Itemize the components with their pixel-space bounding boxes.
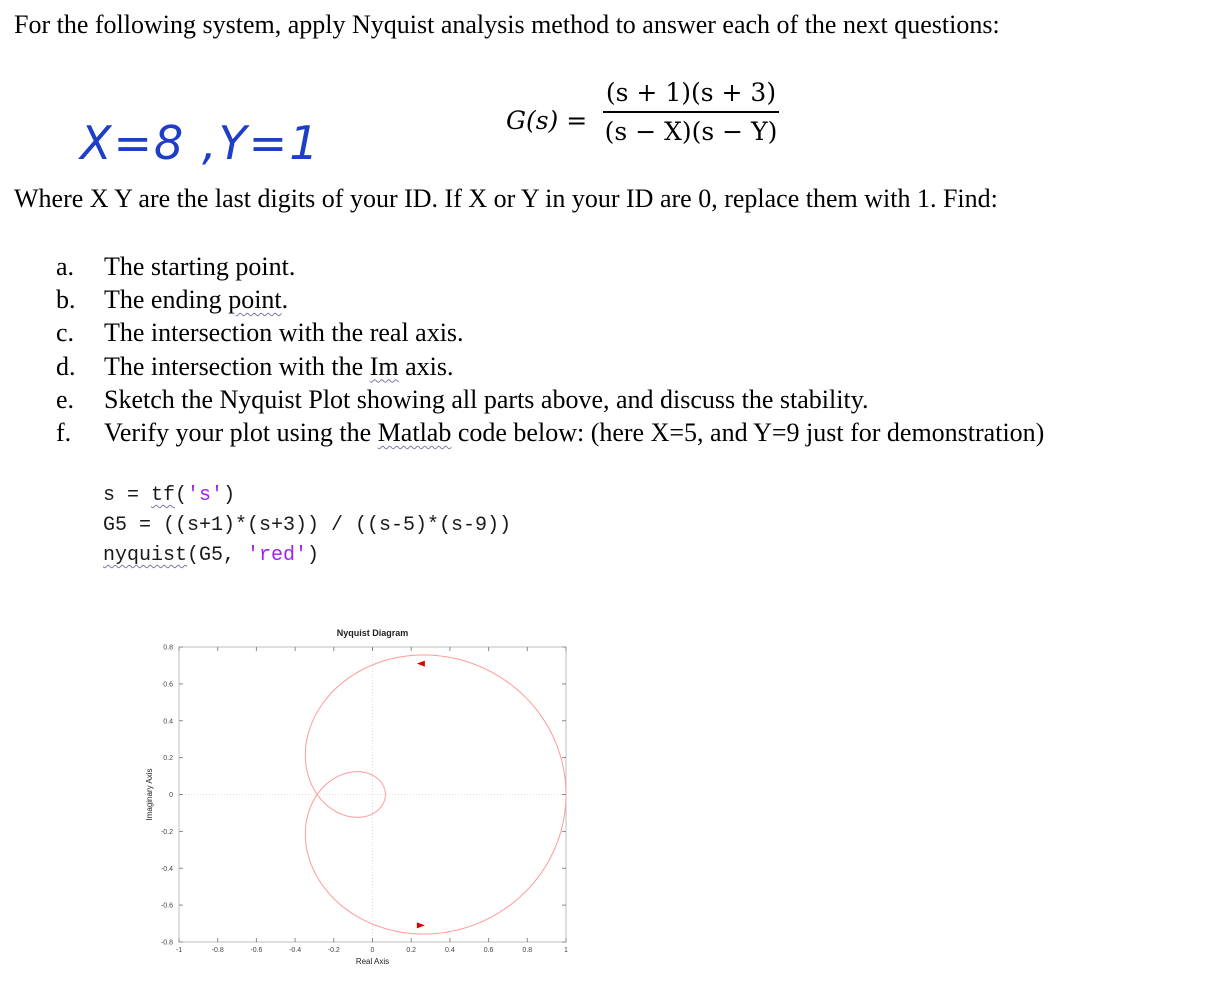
intro-text: For the following system, apply Nyquist analysis method to answer each of the next questions: [14, 10, 1000, 39]
x-tick-label: -0.6 [250, 947, 263, 954]
y-axis-label: Imaginary Axis [145, 768, 154, 821]
chart-title: Nyquist Diagram [336, 628, 409, 638]
question-text-part: Verify your plot using the [104, 418, 378, 448]
question-label: d. [56, 351, 76, 381]
spellcheck-marked-word: Im [369, 351, 399, 381]
x-tick-label: 0.2 [406, 947, 417, 954]
x-tick-label: 1 [564, 947, 568, 954]
x-axis-label: Real Axis [355, 957, 390, 966]
question-text: The starting point. [104, 252, 296, 281]
y-tick-label: 0.8 [163, 644, 173, 652]
x-tick-label: -0.8 [211, 947, 224, 954]
x-tick-label: 0.4 [445, 947, 455, 954]
x-tick-label: 0.6 [483, 947, 494, 954]
code-token: ) [307, 544, 320, 567]
question-label: b. [56, 285, 76, 315]
where-text: Where X Y are the last digits of your ID. If X or Y in your ID are 0, replace them with 1. Find: [14, 184, 998, 213]
x-tick-label: 0 [370, 947, 375, 954]
x-tick-label: -0.4 [289, 947, 302, 954]
y-tick-label: -0.2 [160, 828, 173, 836]
question-text: The intersection with the real axis. [104, 318, 464, 348]
code-string: 's' [187, 484, 224, 507]
y-tick-label: 0 [169, 792, 173, 799]
x-tick-label: -0.2 [327, 947, 340, 954]
equation-lhs: G(s) = [506, 106, 588, 135]
question-label: f. [56, 418, 72, 448]
code-string: 'red' [247, 544, 308, 567]
y-tick-label: -0.4 [160, 865, 173, 873]
spellcheck-marked-word: Matlab [377, 418, 452, 448]
y-tick-label: -0.6 [160, 902, 173, 910]
code-token: nyquist [103, 544, 188, 567]
question-label: a. [56, 252, 75, 281]
y-tick-label: 0.6 [163, 681, 173, 689]
question-label: e. [56, 384, 75, 414]
code-token: ) [223, 484, 236, 507]
question-text-part: The ending [104, 285, 229, 315]
equation-numerator: (s + 1)(s + 3) [605, 78, 777, 107]
x-tick-label: 0.8 [522, 947, 533, 954]
equation-denominator: (s − X)(s − Y) [604, 117, 778, 146]
question-text: Sketch the Nyquist Plot showing all parts above, and discuss the stability. [104, 384, 869, 414]
question-text-part: . [281, 285, 289, 315]
spellcheck-marked-word: point [228, 285, 282, 315]
question-text-part: code below: (here X=5, and Y=9 just for demonstration) [451, 418, 1045, 448]
code-token: ( [175, 484, 188, 507]
question-label: c. [56, 318, 75, 348]
question-text-part: axis. [398, 351, 454, 381]
handwritten-note: X=8 ,Y=1 [80, 116, 321, 170]
y-tick-label: -0.8 [160, 939, 173, 947]
code-token: (G5, [187, 544, 248, 567]
question-text-part: The intersection with the [104, 351, 370, 381]
x-tick-label: -1 [175, 947, 183, 954]
code-line-2: G5 = ((s+1)*(s+3)) / ((s-5)*(s-9)) [103, 514, 512, 537]
y-tick-label: 0.4 [163, 718, 173, 726]
code-token: s = [103, 484, 152, 507]
y-tick-label: 0.2 [163, 755, 173, 763]
code-token: tf [151, 484, 176, 507]
